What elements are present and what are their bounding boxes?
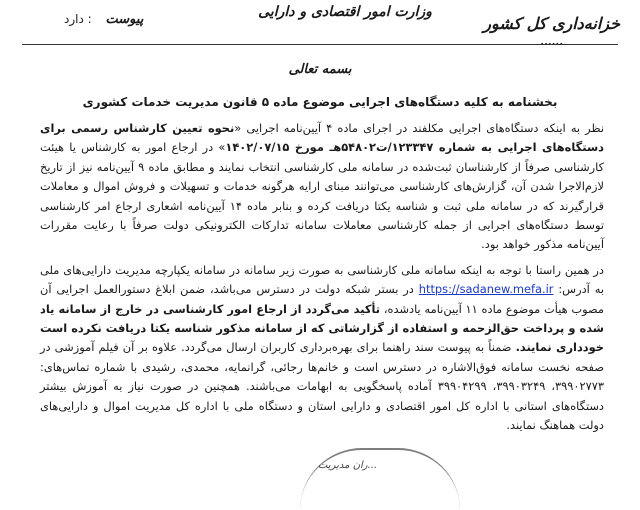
p1-intro: نظر به اینکه دستگاه‌های اجرایی مکلفند در اجرای ماده ۴ آیین‌نامه اجرایی «	[234, 121, 604, 135]
org-subtitle: ......	[540, 35, 564, 48]
paragraph-1	[40, 119, 604, 255]
attachment-line	[64, 12, 143, 27]
letter-body	[40, 119, 604, 436]
org-name: خزانه‌داری کل کشور	[483, 14, 620, 33]
p1-regulation-title: نحوه تعیین کارشناس رسمی برای دستگاه‌های اجرایی به شماره ۱۲۳۳۴۷/ت۵۴۸۰۲هـ مورخ ۱۴۰۲/۰۷/۱۵	[40, 121, 604, 155]
p2-rest: ضمناً به پیوست سند راهنما برای بهره‌برداری کاربران ارسال می‌گردد. علاوه بر آن فیلم آموزشی در صفحه نخست سامانه فوق‌الاشاره در دسترس است و خانم‌ها رجائی، گرانمایه، محمدی، رشیدی با شماره تماس‌های: ۳۹۹۰۲۷۷۳، ۳۹۹۰۳۲۴۹، ۳۹۹۰۴۲۹۹ آماده پاسخگویی به ابهامات می‌باشند. همچنین در صورت نیاز به آموزش بیشتر دستگاه‌های استانی با اداره کل امور اقتصادی و دارایی استان و دستگاه ملی با اداره کل مدیریت اموال و دارایی‌های دولت هماهنگ نمایند.	[40, 340, 604, 433]
system-address-link[interactable]: https://sadanew.mefa.ir	[418, 282, 554, 297]
seal-stamp	[300, 448, 460, 510]
seal-stamp-text: ...ران مدیریت	[318, 460, 378, 471]
paragraph-2	[40, 261, 604, 436]
ministry-name: وزارت امور اقتصادی و دارایی	[258, 4, 432, 20]
attachment-label: پیوست	[105, 12, 144, 27]
header-divider	[22, 44, 618, 45]
attachment-value: : دارد	[64, 12, 92, 26]
p1-rest: » در ارجاع امور به کارشناس یا هیئت کارشناسی صرفاً از کارشناسان ثبت‌شده در سامانه ملی کارشناسی انتخاب نمایند و مطابق ماده ۹ آیین‌نامه نیز از تاریخ لازم‌الاجرا شدن آن، گزارش‌های کارشناسی می‌توانند مبنای ارایه هرگونه خدمات و تسهیلات و فروش اموال و معاملات قرارگیرند که در سامانه ملی ثبت و شناسه یکتا دریافت کرده و بنابر ماده ۱۴ آیین‌نامه اشعاری ارجاع امر کارشناسی توسط دستگاه‌های اجرایی از جمله کارشناسی معاملات سامانه تدارکات الکترونیکی دولت صرفاً با رعایت مقررات آیین‌نامه مذکور خواهد بود.	[40, 140, 605, 252]
p2-middle: در بستر شبکه دولت در دسترس می‌باشد، ضمن ابلاغ دستورالعمل اجرایی آن مصوب هیأت موضوع ماده ۱۱ آیین‌نامه یادشده،	[40, 282, 604, 316]
org-logo-text	[483, 14, 620, 48]
p2-intro: در همین راستا با توجه به اینکه سامانه ملی کارشناسی به صورت زیر سامانه در سامانه یکپارچه مدیریت دارایی‌های ملی به آدرس:	[40, 262, 604, 297]
basmala: بسمه تعالی	[288, 62, 352, 77]
letter-subject: بخشنامه به کلیه دستگاه‌های اجرایی موضوع ماده ۵ قانون مدیریت خدمات کشوری	[82, 95, 558, 109]
p2-emphasis: تأکید می‌گردد از ارجاع امور کارشناسی در خارج از سامانه یاد شده و پرداخت حق‌الزحمه و استفاده از گزارشاتی که از سامانه مذکور شناسه یکتا دریافت نکرده است خودداری نمایند.	[40, 301, 605, 355]
